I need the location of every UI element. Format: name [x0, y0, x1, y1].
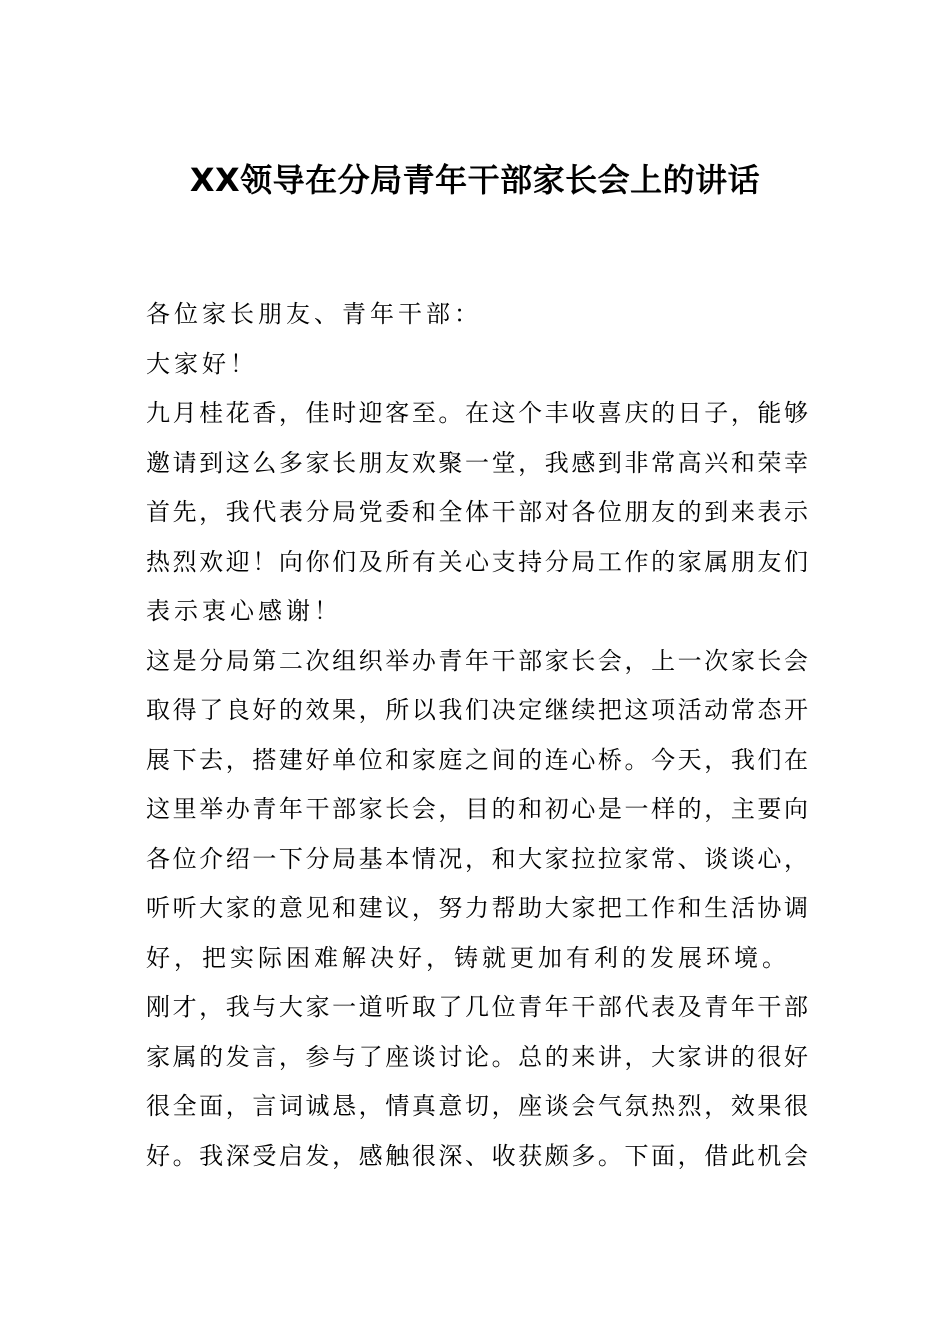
- body-line: 好。我深受启发，感触很深、收获颇多。下面，借此机会: [146, 1141, 808, 1170]
- body-line: 好，把实际困难解决好，铸就更加有利的发展环境。: [146, 943, 790, 972]
- body-line: 很全面，言词诚恳，情真意切，座谈会气氛热烈，效果很: [146, 1092, 808, 1120]
- document-title: XX领导在分局青年干部家长会上的讲话: [189, 161, 761, 199]
- body-line: 家属的发言，参与了座谈讨论。总的来讲，大家讲的很好: [146, 1042, 808, 1071]
- document-body: [146, 290, 808, 1181]
- body-line: 大家好！: [146, 349, 258, 378]
- body-line: 热烈欢迎！向你们及所有关心支持分局工作的家属朋友们: [146, 547, 808, 576]
- body-line: 表示衷心感谢！: [146, 597, 342, 625]
- body-line: 展下去，搭建好单位和家庭之间的连心桥。今天，我们在: [146, 745, 808, 774]
- body-line: 听听大家的意见和建议，努力帮助大家把工作和生活协调: [146, 894, 808, 922]
- body-line: 这是分局第二次组织举办青年干部家长会，上一次家长会: [146, 646, 808, 675]
- body-line: 邀请到这么多家长朋友欢聚一堂，我感到非常高兴和荣幸: [146, 448, 808, 477]
- body-line: 取得了良好的效果，所以我们决定继续把这项活动常态开: [146, 696, 808, 724]
- body-line: 各位介绍一下分局基本情况，和大家拉拉家常、谈谈心，: [146, 844, 808, 873]
- body-line: 首先，我代表分局党委和全体干部对各位朋友的到来表示: [146, 498, 808, 526]
- body-line: 九月桂花香，佳时迎客至。在这个丰收喜庆的日子，能够: [146, 399, 808, 427]
- body-line: 这里举办青年干部家长会，目的和初心是一样的，主要向: [146, 795, 808, 823]
- body-line: 刚才，我与大家一道听取了几位青年干部代表及青年干部: [146, 993, 808, 1021]
- body-line: 各位家长朋友、青年干部：: [146, 300, 482, 328]
